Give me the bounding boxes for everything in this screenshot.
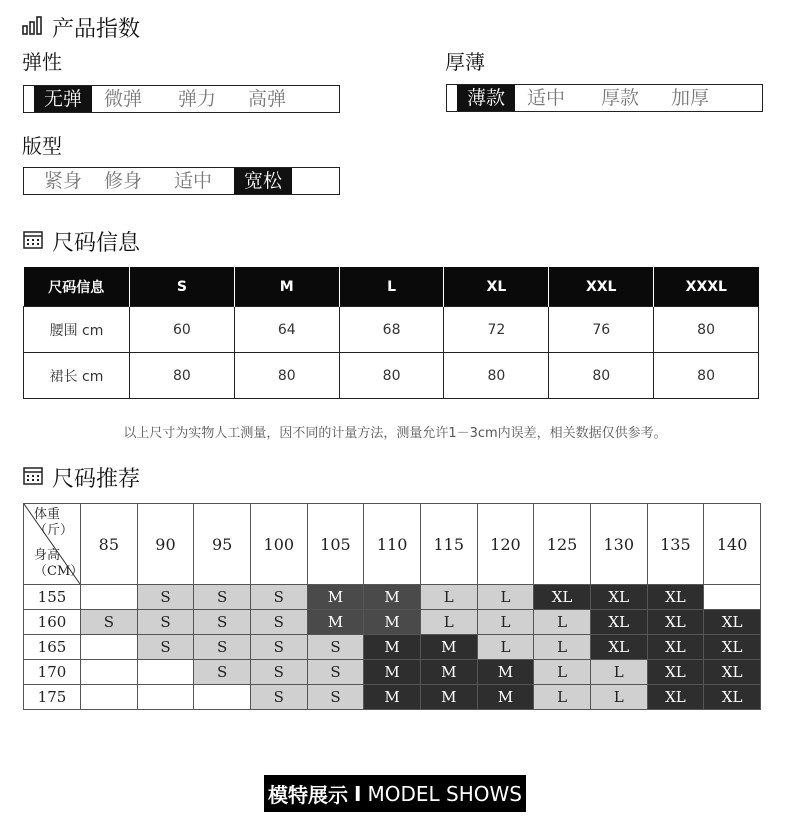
elasticity-selector xyxy=(23,85,340,113)
size-cell: S xyxy=(250,685,307,710)
header-cell: XL xyxy=(444,267,549,307)
size-cell: XL xyxy=(704,660,761,685)
size-cell: S xyxy=(194,585,251,610)
size-cell: M xyxy=(364,585,421,610)
fit-label: 版型 xyxy=(22,134,62,158)
size-cell: XL xyxy=(590,635,647,660)
thickness-option: 适中 xyxy=(527,87,566,109)
size-cell xyxy=(81,685,138,710)
size-cell: M xyxy=(364,635,421,660)
table-cell: 64 xyxy=(234,307,339,353)
size-cell: M xyxy=(477,660,534,685)
model-shows-banner xyxy=(264,775,526,812)
size-cell xyxy=(194,685,251,710)
weight-header-cell: 95 xyxy=(194,504,251,585)
row-label: 腰围 cm xyxy=(24,307,130,353)
size-cell: XL xyxy=(704,635,761,660)
size-cell: L xyxy=(590,685,647,710)
banner-en: MODEL SHOWS xyxy=(367,781,522,806)
table-cell: 72 xyxy=(444,307,549,353)
weight-header-cell: 130 xyxy=(590,504,647,585)
size-cell: XL xyxy=(647,585,704,610)
height-cell: 175 xyxy=(24,685,81,710)
size-cell: S xyxy=(307,635,364,660)
size-cell xyxy=(137,685,194,710)
measurement-note: 以上尺寸为实物人工测量，因不同的计量方法，测量允许1－3cm内误差，相关数据仅供参考。 xyxy=(123,426,667,441)
size-cell: M xyxy=(477,685,534,710)
table-cell: 80 xyxy=(654,353,759,399)
size-cell: XL xyxy=(647,685,704,710)
table-cell: 80 xyxy=(444,353,549,399)
size-cell: XL xyxy=(704,685,761,710)
table-header-row xyxy=(24,267,759,307)
size-cell: L xyxy=(477,635,534,660)
thickness-option: 厚款 xyxy=(601,87,640,109)
size-cell: S xyxy=(137,585,194,610)
size-cell: M xyxy=(307,585,364,610)
weight-header-cell: 115 xyxy=(420,504,477,585)
thickness-option: 加厚 xyxy=(671,87,710,109)
header-cell: S xyxy=(130,267,235,307)
size-cell: S xyxy=(137,610,194,635)
fit-option: 适中 xyxy=(174,170,213,192)
elasticity-option: 微弹 xyxy=(104,88,143,110)
fit-selector xyxy=(23,167,340,195)
size-cell: M xyxy=(420,685,477,710)
size-cell: S xyxy=(194,635,251,660)
weight-header-cell: 110 xyxy=(364,504,421,585)
table-cell: 68 xyxy=(339,307,444,353)
size-cell xyxy=(81,660,138,685)
size-cell: XL xyxy=(647,660,704,685)
weight-header-cell: 125 xyxy=(534,504,591,585)
size-cell: L xyxy=(534,635,591,660)
height-cell: 170 xyxy=(24,660,81,685)
table-row xyxy=(24,635,761,660)
elasticity-label: 弹性 xyxy=(22,50,62,74)
corner-weight-label: 体重（斤） xyxy=(34,507,74,538)
size-cell: S xyxy=(250,660,307,685)
size-cell: L xyxy=(477,585,534,610)
fit-option: 宽松 xyxy=(234,168,292,194)
size-cell: XL xyxy=(647,610,704,635)
header-cell: 尺码信息 xyxy=(24,267,130,307)
height-cell: 165 xyxy=(24,635,81,660)
table-row xyxy=(24,685,761,710)
table-cell: 60 xyxy=(130,307,235,353)
weight-header-cell: 120 xyxy=(477,504,534,585)
weight-header-cell: 140 xyxy=(704,504,761,585)
size-cell: S xyxy=(250,635,307,660)
table-cell: 76 xyxy=(549,307,654,353)
calendar-icon xyxy=(23,229,43,249)
height-cell: 155 xyxy=(24,585,81,610)
size-cell xyxy=(81,635,138,660)
elasticity-option: 弹力 xyxy=(178,88,217,110)
size-cell: M xyxy=(364,660,421,685)
size-cell: S xyxy=(194,660,251,685)
size-cell: L xyxy=(420,585,477,610)
size-cell: L xyxy=(534,685,591,710)
header-cell: L xyxy=(339,267,444,307)
banner-separator: I xyxy=(354,781,362,806)
size-cell: M xyxy=(364,685,421,710)
bar-chart-icon xyxy=(22,15,44,35)
table-cell: 80 xyxy=(130,353,235,399)
size-cell: L xyxy=(420,610,477,635)
height-cell: 160 xyxy=(24,610,81,635)
size-cell: M xyxy=(420,660,477,685)
table-row xyxy=(24,353,759,399)
header-cell: XXXL xyxy=(654,267,759,307)
size-cell xyxy=(704,585,761,610)
size-cell: S xyxy=(307,685,364,710)
table-cell: 80 xyxy=(549,353,654,399)
size-recommend-table xyxy=(23,503,761,710)
fit-option: 修身 xyxy=(104,170,143,192)
size-cell: S xyxy=(137,635,194,660)
table-row xyxy=(24,660,761,685)
weight-header-cell: 90 xyxy=(137,504,194,585)
size-cell: L xyxy=(534,610,591,635)
thickness-label: 厚薄 xyxy=(445,50,485,74)
weight-header-row xyxy=(24,504,761,585)
size-cell: M xyxy=(307,610,364,635)
size-cell: S xyxy=(81,610,138,635)
size-cell: L xyxy=(477,610,534,635)
weight-header-cell: 100 xyxy=(250,504,307,585)
size-cell: M xyxy=(420,635,477,660)
weight-header-cell: 85 xyxy=(81,504,138,585)
weight-header-cell: 105 xyxy=(307,504,364,585)
header-cell: M xyxy=(234,267,339,307)
size-cell: XL xyxy=(590,610,647,635)
banner-zh: 模特展示 xyxy=(268,783,349,807)
table-cell: 80 xyxy=(654,307,759,353)
size-cell: S xyxy=(250,610,307,635)
corner-height-label: 身高（CM） xyxy=(34,548,84,579)
table-row xyxy=(24,307,759,353)
elasticity-option: 高弹 xyxy=(248,88,287,110)
size-cell: XL xyxy=(534,585,591,610)
size-cell xyxy=(137,660,194,685)
thickness-selector xyxy=(446,84,763,112)
size-cell: L xyxy=(534,660,591,685)
size-recommend-title: 尺码推荐 xyxy=(52,467,141,492)
size-cell: M xyxy=(364,610,421,635)
corner-cell xyxy=(24,504,84,585)
size-cell: L xyxy=(590,660,647,685)
header-cell: XXL xyxy=(549,267,654,307)
size-cell: S xyxy=(307,660,364,685)
row-label: 裙长 cm xyxy=(24,353,130,399)
size-cell xyxy=(81,585,138,610)
elasticity-option: 无弹 xyxy=(34,86,92,112)
table-cell: 80 xyxy=(234,353,339,399)
size-cell: XL xyxy=(647,635,704,660)
size-cell: XL xyxy=(704,610,761,635)
thickness-option: 薄款 xyxy=(457,85,515,111)
weight-header-cell: 135 xyxy=(647,504,704,585)
product-index-title: 产品指数 xyxy=(52,17,141,42)
table-cell: 80 xyxy=(339,353,444,399)
table-row xyxy=(24,610,761,635)
table-row xyxy=(24,585,761,610)
fit-option: 紧身 xyxy=(44,170,83,192)
size-cell: S xyxy=(250,585,307,610)
size-cell: XL xyxy=(590,585,647,610)
size-info-title: 尺码信息 xyxy=(52,231,141,256)
size-cell: S xyxy=(194,610,251,635)
size-info-table xyxy=(23,267,759,399)
calendar-icon xyxy=(23,465,43,485)
